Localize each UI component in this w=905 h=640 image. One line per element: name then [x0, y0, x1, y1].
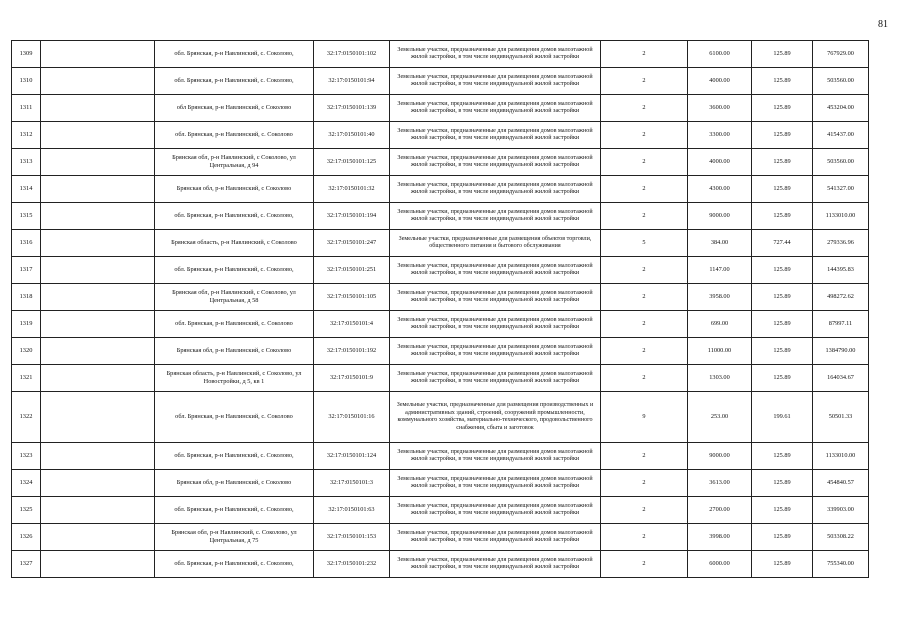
table-row	[12, 392, 869, 443]
land-use-cell: Земельные участки, предназначенные для размещения домов малоэтажной жилой застройки, в том числе индивидуальной жилой застройки	[390, 365, 601, 392]
land-use-cell: Земельные участки, предназначенные для размещения домов малоэтажной жилой застройки, в том числе индивидуальной жилой застройки	[390, 203, 601, 230]
group-cell: 2	[601, 149, 688, 176]
cadastral-number-cell: 32:17:0150101:194	[314, 203, 390, 230]
blank-cell	[41, 551, 155, 578]
table-row	[12, 122, 869, 149]
value-cell: 541327.00	[813, 176, 869, 203]
rate-cell: 125.89	[752, 203, 813, 230]
group-cell: 9	[601, 392, 688, 443]
group-cell: 2	[601, 41, 688, 68]
cadastral-number-cell: 32:17:0150101:102	[314, 41, 390, 68]
value-cell: 144395.83	[813, 257, 869, 284]
blank-cell	[41, 311, 155, 338]
rate-cell: 125.89	[752, 95, 813, 122]
value-cell: 87997.11	[813, 311, 869, 338]
value-cell: 755340.00	[813, 551, 869, 578]
cadastral-value-table	[11, 40, 869, 578]
table-row	[12, 470, 869, 497]
value-cell: 453204.00	[813, 95, 869, 122]
rate-cell: 125.89	[752, 176, 813, 203]
row-number: 1318	[12, 284, 41, 311]
land-use-cell: Земельные участки, предназначенные для размещения домов малоэтажной жилой застройки, в том числе индивидуальной жилой застройки	[390, 41, 601, 68]
table-row	[12, 365, 869, 392]
rate-cell: 125.89	[752, 311, 813, 338]
cadastral-number-cell: 32:17:0150101:232	[314, 551, 390, 578]
cadastral-number-cell: 32:17:0150101:9	[314, 365, 390, 392]
group-cell: 2	[601, 497, 688, 524]
row-number: 1310	[12, 68, 41, 95]
rate-cell: 125.89	[752, 470, 813, 497]
table-row	[12, 284, 869, 311]
row-number: 1313	[12, 149, 41, 176]
cadastral-number-cell: 32:17:0150101:105	[314, 284, 390, 311]
row-number: 1319	[12, 311, 41, 338]
group-cell: 2	[601, 338, 688, 365]
row-number: 1326	[12, 524, 41, 551]
land-use-cell: Земельные участки, предназначенные для размещения домов малоэтажной жилой застройки, в том числе индивидуальной жилой застройки	[390, 95, 601, 122]
rate-cell: 125.89	[752, 551, 813, 578]
land-use-cell: Земельные участки, предназначенные для размещения объектов торговли, общественного питания и бытового обслуживания	[390, 230, 601, 257]
address-cell: обл. Брянская, р-н Навлинский, с. Соколово	[155, 311, 314, 338]
area-cell: 253.00	[688, 392, 752, 443]
row-number: 1311	[12, 95, 41, 122]
value-cell: 503560.00	[813, 149, 869, 176]
row-number: 1327	[12, 551, 41, 578]
blank-cell	[41, 392, 155, 443]
address-cell: Брянская обл, р-н Навлинский, с Соколово	[155, 338, 314, 365]
rate-cell: 125.89	[752, 122, 813, 149]
table-row	[12, 338, 869, 365]
group-cell: 2	[601, 470, 688, 497]
area-cell: 6100.00	[688, 41, 752, 68]
rate-cell: 125.89	[752, 443, 813, 470]
row-number: 1322	[12, 392, 41, 443]
blank-cell	[41, 338, 155, 365]
area-cell: 9000.00	[688, 203, 752, 230]
address-cell: Брянская обл, р-н Навлинский, с Соколово	[155, 176, 314, 203]
table-row	[12, 230, 869, 257]
address-cell: обл Брянская, р-н Навлинский, с Соколово	[155, 95, 314, 122]
address-cell: обл. Брянская, р-н Навлинский, с. Соколово,	[155, 551, 314, 578]
land-use-cell: Земельные участки, предназначенные для размещения домов малоэтажной жилой застройки, в том числе индивидуальной жилой застройки	[390, 551, 601, 578]
blank-cell	[41, 230, 155, 257]
group-cell: 2	[601, 203, 688, 230]
area-cell: 699.00	[688, 311, 752, 338]
table-row	[12, 95, 869, 122]
area-cell: 3613.00	[688, 470, 752, 497]
cadastral-number-cell: 32:17:0150101:139	[314, 95, 390, 122]
group-cell: 5	[601, 230, 688, 257]
cadastral-number-cell: 32:17:0150101:125	[314, 149, 390, 176]
rate-cell: 125.89	[752, 338, 813, 365]
value-cell: 164034.67	[813, 365, 869, 392]
rate-cell: 727.44	[752, 230, 813, 257]
group-cell: 2	[601, 257, 688, 284]
value-cell: 339903.00	[813, 497, 869, 524]
area-cell: 11000.00	[688, 338, 752, 365]
group-cell: 2	[601, 524, 688, 551]
address-cell: Брянская обл, р-н Навлинский, с. Соколово, ул Центральная, д 75	[155, 524, 314, 551]
address-cell: Брянская область, р-н Навлинский, с Соколово, ул Новостройки, д 5, кв 1	[155, 365, 314, 392]
table-row	[12, 311, 869, 338]
value-cell: 1133010.00	[813, 203, 869, 230]
row-number: 1312	[12, 122, 41, 149]
value-cell: 498272.62	[813, 284, 869, 311]
cadastral-number-cell: 32:17:0150101:94	[314, 68, 390, 95]
rate-cell: 125.89	[752, 524, 813, 551]
land-use-cell: Земельные участки, предназначенные для размещения домов малоэтажной жилой застройки, в том числе индивидуальной жилой застройки	[390, 68, 601, 95]
blank-cell	[41, 149, 155, 176]
row-number: 1309	[12, 41, 41, 68]
address-cell: обл. Брянская, р-н Навлинский, с. Соколово,	[155, 443, 314, 470]
area-cell: 3958.00	[688, 284, 752, 311]
blank-cell	[41, 95, 155, 122]
row-number: 1325	[12, 497, 41, 524]
value-cell: 454840.57	[813, 470, 869, 497]
table-row	[12, 176, 869, 203]
row-number: 1317	[12, 257, 41, 284]
row-number: 1323	[12, 443, 41, 470]
cadastral-number-cell: 32:17:0150101:251	[314, 257, 390, 284]
address-cell: Брянская область, р-н Навлинский, с Соколово	[155, 230, 314, 257]
group-cell: 2	[601, 551, 688, 578]
address-cell: обл. Брянская, р-н Навлинский, с. Соколово	[155, 122, 314, 149]
table-row	[12, 149, 869, 176]
table-row	[12, 41, 869, 68]
group-cell: 2	[601, 122, 688, 149]
blank-cell	[41, 443, 155, 470]
value-cell: 279336.96	[813, 230, 869, 257]
value-cell: 767929.00	[813, 41, 869, 68]
table-body	[12, 41, 869, 578]
area-cell: 4300.00	[688, 176, 752, 203]
area-cell: 4000.00	[688, 149, 752, 176]
cadastral-number-cell: 32:17:0150101:124	[314, 443, 390, 470]
value-cell: 50501.33	[813, 392, 869, 443]
rate-cell: 125.89	[752, 68, 813, 95]
address-cell: Брянская обл, р-н Навлинский, с Соколово	[155, 470, 314, 497]
address-cell: обл. Брянская, р-н Навлинский, с. Соколово,	[155, 41, 314, 68]
rate-cell: 125.89	[752, 497, 813, 524]
rate-cell: 125.89	[752, 365, 813, 392]
rate-cell: 199.61	[752, 392, 813, 443]
rate-cell: 125.89	[752, 284, 813, 311]
row-number: 1324	[12, 470, 41, 497]
land-use-cell: Земельные участки, предназначенные для размещения производственных и административных зданий, строений, сооружений промышленности, коммунального хозяйства, материально-технического, продовольственного снабжения, сбыта и заготовок	[390, 392, 601, 443]
group-cell: 2	[601, 95, 688, 122]
area-cell: 3600.00	[688, 95, 752, 122]
land-use-cell: Земельные участки, предназначенные для размещения домов малоэтажной жилой застройки, в том числе индивидуальной жилой застройки	[390, 497, 601, 524]
cadastral-number-cell: 32:17:0150101:63	[314, 497, 390, 524]
address-cell: обл. Брянская, р-н Навлинский, с. Соколово,	[155, 497, 314, 524]
area-cell: 1303.00	[688, 365, 752, 392]
page-number: 81	[878, 19, 888, 30]
area-cell: 4000.00	[688, 68, 752, 95]
area-cell: 3998.00	[688, 524, 752, 551]
area-cell: 1147.00	[688, 257, 752, 284]
value-cell: 1133010.00	[813, 443, 869, 470]
row-number: 1315	[12, 203, 41, 230]
cadastral-number-cell: 32:17:0150101:3	[314, 470, 390, 497]
blank-cell	[41, 203, 155, 230]
blank-cell	[41, 176, 155, 203]
value-cell: 1384790.00	[813, 338, 869, 365]
land-use-cell: Земельные участки, предназначенные для размещения домов малоэтажной жилой застройки, в том числе индивидуальной жилой застройки	[390, 338, 601, 365]
cadastral-number-cell: 32:17:0150101:40	[314, 122, 390, 149]
address-cell: Брянская обл, р-н Навлинский, с Соколово, ул Центральная, д 58	[155, 284, 314, 311]
blank-cell	[41, 524, 155, 551]
area-cell: 9000.00	[688, 443, 752, 470]
cadastral-number-cell: 32:17:0150101:32	[314, 176, 390, 203]
cadastral-number-cell: 32:17:0150101:247	[314, 230, 390, 257]
value-cell: 503560.00	[813, 68, 869, 95]
cadastral-number-cell: 32:17:0150101:192	[314, 338, 390, 365]
area-cell: 3300.00	[688, 122, 752, 149]
address-cell: обл. Брянская, р-н Навлинский, с. Соколово,	[155, 257, 314, 284]
rate-cell: 125.89	[752, 41, 813, 68]
land-use-cell: Земельные участки, предназначенные для размещения домов малоэтажной жилой застройки, в том числе индивидуальной жилой застройки	[390, 149, 601, 176]
table-row	[12, 524, 869, 551]
rate-cell: 125.89	[752, 257, 813, 284]
table-row	[12, 551, 869, 578]
address-cell: обл. Брянская, р-н Навлинский, с. Соколово,	[155, 68, 314, 95]
rate-cell: 125.89	[752, 149, 813, 176]
group-cell: 2	[601, 365, 688, 392]
group-cell: 2	[601, 443, 688, 470]
land-use-cell: Земельные участки, предназначенные для размещения домов малоэтажной жилой застройки, в том числе индивидуальной жилой застройки	[390, 257, 601, 284]
row-number: 1316	[12, 230, 41, 257]
group-cell: 2	[601, 311, 688, 338]
land-use-cell: Земельные участки, предназначенные для размещения домов малоэтажной жилой застройки, в том числе индивидуальной жилой застройки	[390, 311, 601, 338]
blank-cell	[41, 122, 155, 149]
blank-cell	[41, 257, 155, 284]
value-cell: 415437.00	[813, 122, 869, 149]
land-use-cell: Земельные участки, предназначенные для размещения домов малоэтажной жилой застройки, в том числе индивидуальной жилой застройки	[390, 443, 601, 470]
blank-cell	[41, 497, 155, 524]
table-row	[12, 497, 869, 524]
area-cell: 2700.00	[688, 497, 752, 524]
cadastral-number-cell: 32:17:0150101:153	[314, 524, 390, 551]
table-row	[12, 257, 869, 284]
blank-cell	[41, 68, 155, 95]
cadastral-number-cell: 32:17:0150101:16	[314, 392, 390, 443]
address-cell: Брянская обл, р-н Навлинский, с Соколово, ул Центральная, д 94	[155, 149, 314, 176]
group-cell: 2	[601, 176, 688, 203]
blank-cell	[41, 284, 155, 311]
blank-cell	[41, 41, 155, 68]
area-cell: 384.00	[688, 230, 752, 257]
group-cell: 2	[601, 284, 688, 311]
land-use-cell: Земельные участки, предназначенные для размещения домов малоэтажной жилой застройки, в том числе индивидуальной жилой застройки	[390, 524, 601, 551]
land-use-cell: Земельные участки, предназначенные для размещения домов малоэтажной жилой застройки, в том числе индивидуальной жилой застройки	[390, 176, 601, 203]
address-cell: обл. Брянская, р-н Навлинский, с. Соколово	[155, 392, 314, 443]
land-use-cell: Земельные участки, предназначенные для размещения домов малоэтажной жилой застройки, в том числе индивидуальной жилой застройки	[390, 284, 601, 311]
area-cell: 6000.00	[688, 551, 752, 578]
cadastral-number-cell: 32:17:0150101:4	[314, 311, 390, 338]
blank-cell	[41, 365, 155, 392]
value-cell: 503308.22	[813, 524, 869, 551]
table-row	[12, 68, 869, 95]
group-cell: 2	[601, 68, 688, 95]
row-number: 1320	[12, 338, 41, 365]
table-row	[12, 203, 869, 230]
land-use-cell: Земельные участки, предназначенные для размещения домов малоэтажной жилой застройки, в том числе индивидуальной жилой застройки	[390, 470, 601, 497]
address-cell: обл. Брянская, р-н Навлинский, с. Соколово,	[155, 203, 314, 230]
row-number: 1321	[12, 365, 41, 392]
row-number: 1314	[12, 176, 41, 203]
land-use-cell: Земельные участки, предназначенные для размещения домов малоэтажной жилой застройки, в том числе индивидуальной жилой застройки	[390, 122, 601, 149]
table-row	[12, 443, 869, 470]
blank-cell	[41, 470, 155, 497]
